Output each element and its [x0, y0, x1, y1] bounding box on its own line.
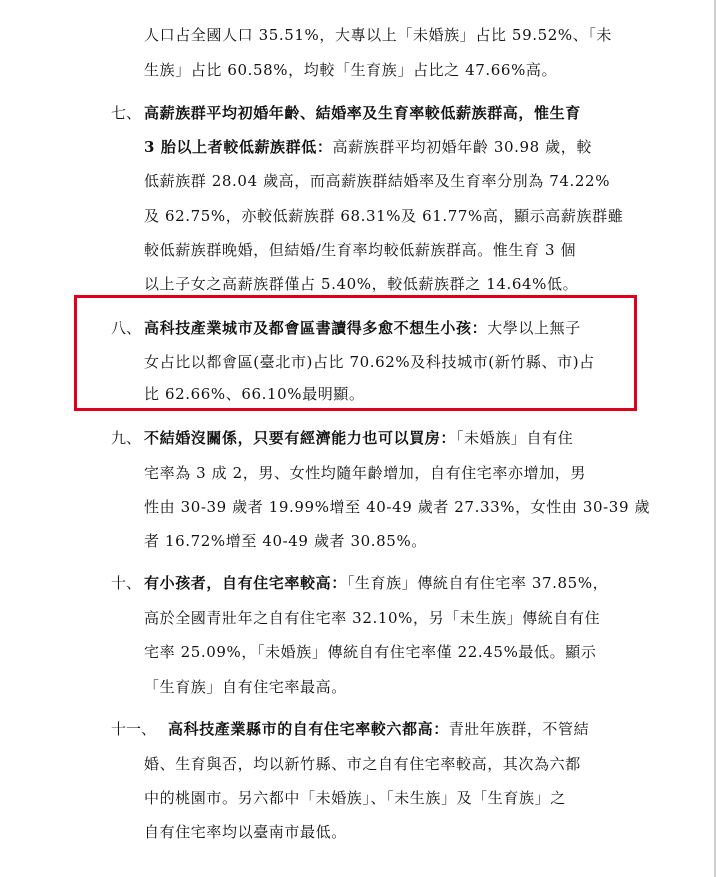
item-heading: 不結婚沒關係，只要有經濟能力也可以買房：: [144, 429, 457, 447]
item-text: 大學以上無子: [487, 319, 581, 337]
item-heading: 高科技產業城市及都會區書讀得多愈不想生小孩：: [144, 319, 488, 337]
item-line: 「生育族」自有住宅率最高。: [144, 678, 347, 696]
item-marker: 九、: [111, 429, 142, 447]
item-line: 低薪族群 28.04 歲高，而高薪族群結婚率及生育率分別為 74.22%: [144, 172, 611, 190]
item-marker: 十一、: [111, 720, 157, 738]
item-line: 性由 30-39 歲者 19.99%增至 40-49 歲者 27.33%，女性由 30-39 歲: [144, 498, 651, 516]
item-line: 者 16.72%增至 40-49 歲者 30.85%。: [144, 532, 427, 550]
item-line: 宅率 25.09%，「未婚族」傳統自有住宅率僅 22.45%最低。顯示: [144, 643, 597, 661]
item-heading: 3 胎以上者較低薪族群低：: [144, 138, 333, 156]
item-heading: 高薪族群平均初婚年齡、結婚率及生育率較低薪族群高，惟生育: [144, 104, 581, 122]
item-text: 「未婚族」自有住: [456, 429, 574, 447]
item-marker: 十、: [111, 574, 142, 592]
item-line: 自有住宅率均以臺南市最低。: [144, 823, 347, 841]
item-line: 女占比以都會區(臺北市)占比 70.62%及科技城市(新竹縣、市)占: [144, 353, 595, 371]
item-line: 中的桃園市。另六都中「未婚族」、「未生族」及「生育族」之: [144, 789, 566, 807]
item-marker: 八、: [111, 319, 142, 337]
item-line: 婚、生育與否，均以新竹縣、市之自有住宅率較高，其次為六都: [144, 755, 581, 773]
intro-line: 生族」占比 60.58%，均較「生育族」占比之 47.66%高。: [144, 61, 558, 79]
item-text: 「生育族」傳統自有住宅率 37.85%，: [346, 574, 609, 592]
item-marker: 七、: [111, 104, 142, 122]
item-line: [168, 719, 589, 739]
item-line: [144, 428, 573, 448]
item-heading: 高科技產業縣市的自有住宅率較六都高：: [168, 720, 449, 738]
item-text: 青壯年族群，不管結: [448, 720, 590, 738]
item-line: 比 62.66%、66.10%最明顯。: [144, 385, 365, 403]
item-line: 宅率為 3 成 2，男、女性均隨年齡增加，自有住宅率亦增加，男: [144, 464, 586, 482]
item-line: [144, 318, 581, 338]
item-line: 以上子女之高薪族群僅占 5.40%，較低薪族群之 14.64%低。: [144, 275, 579, 293]
intro-line: 人口占全國人口 35.51%，大專以上「未婚族」占比 59.52%、「未: [144, 26, 613, 44]
item-line: 高於全國青壯年之自有住宅率 32.10%，另「未生族」傳統自有住: [144, 609, 601, 627]
item-line: 較低薪族群晚婚，但結婚/生育率均較低薪族群高。惟生育 3 個: [144, 241, 577, 259]
item-line: 及 62.75%，亦較低薪族群 68.31%及 61.77%高，顯示高薪族群雖: [144, 207, 624, 225]
item-text: 高薪族群平均初婚年齡 30.98 歲，較: [332, 138, 592, 156]
item-line: [144, 137, 592, 157]
item-line: [144, 573, 608, 593]
item-heading: 有小孩者，自有住宅率較高：: [144, 574, 347, 592]
